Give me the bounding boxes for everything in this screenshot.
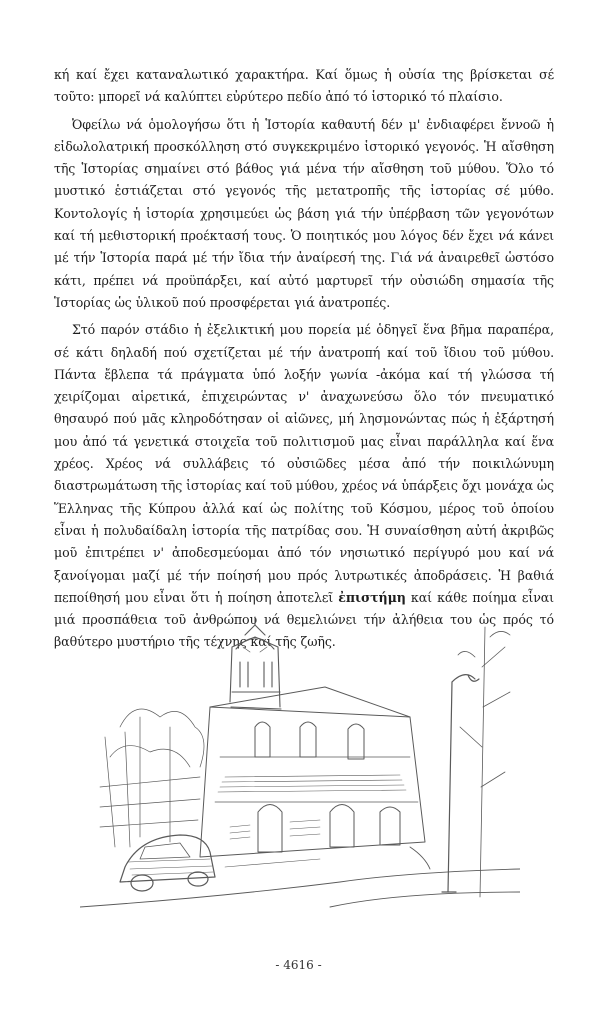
page-number: - 4616 - [275,958,322,972]
paragraph-3 [54,319,554,653]
church-sketch-illustration [80,607,520,932]
right-tree [458,627,510,897]
body-text [54,64,554,654]
left-trees [100,709,204,847]
lamp-post [442,675,479,892]
street [80,847,520,907]
emphasized-word: ἐπιστήμη [338,589,406,605]
church-building [200,687,425,857]
paragraph-2: Ὀφείλω νά ὁμολογήσω ὅτι ἡ Ἱστορία καθαυτή δέν μ' ἐνδιαφέρει ἔννοῶ ἡ εἰδωλολατρική προσκόλληση στό συγκεκριμένο ἱστορικό γεγονός. Ἡ αἴσθηση τῆς Ἱστορίας σημαίνει στό βάθος γιά μένα τήν αἴσθηση τοῦ μύθου. Ὅλο τό μυστικό ἑστιάζεται στό γεγονός τῆς μετατροπῆς τῆς ἱστορίας σέ μύθο. Κοντολογίς ἡ ἱστορία χρησιμεύει ὡς βάση γιά τήν ὑπέρβαση τῶν γεγονότων καί τή μεθιστορική προέκτασή τους. Ὁ ποιητικός μου λόγος δέν ἔχει νά κάνει μέ τήν Ἱστορία παρά μέ τήν ἴδια τήν ἀναίρεσή της. Γιά νά ἀναιρεθεῖ ὡστόσο κάτι, πρέπει νά προϋπάρξει, καί αὐτό μαρτυρεῖ τήν οὐσιώδη σημασία τῆς Ἱστορίας ὡς ὑλικοῦ πού προσφέρεται γιά ἀνατροπές. [54,116,554,310]
paragraph-3-text-after: καί κάθε ποίημα εἶναι μιά προσπάθεια τοῦ ἀνθρώπου νά θεμελιώνει τήν ἀλήθεια του ὡς πρός τό βαθύτερο μυστήριο τῆς τέχνης καί τῆς ζωῆς. [54,589,554,650]
bell-tower [230,617,281,709]
paragraph-3-text-before: Στό παρόν στάδιο ἡ ἐξελικτική μου πορεία μέ ὁδηγεῖ ἕνα βῆμα παραπέρα, σέ κάτι δηλαδή πού σχετίζεται μέ τήν ἀνατροπή καί τοῦ ἴδιου τοῦ μύθου. Πάντα ἔβλεπα τά πράγματα ὑπό λοξήν γωνία -ἀκόμα καί τή γλώσσα τή χειρίζομαι αἱρετικά, ἐπιχειρώντας ν' ἀναχωνεύσω ὅλο τόν πνευματικό θησαυρό πού μᾶς κληροδότησαν οἱ αἰῶνες, μή λησμονώντας πώς ἡ ἐξάρτησή μου ἀπό τά γενετικά στοιχεῖα τοῦ πολιτισμοῦ μας εἶναι παράλληλα καί ἕνα χρέος. Χρέος νά συλλάβεις τό οὐσιῶδες μέσα ἀπό τήν ποικιλώνυμη διαστρωμάτωση τῆς ἱστορίας καί τοῦ μύθου, χρέος νά ὑπάρξεις ὄχι μονάχα ὡς Ἕλληνας τῆς Κύπρου ἀλλά καί ὡς πολίτης τοῦ Κόσμου, μέρος τοῦ ὁποίου εἶναι ἡ πολυδαίδαλη ἱστορία τῆς πατρίδας σου. Ἡ συναίσθηση αὐτή ἀκριβῶς μοῦ ἐπιτρέπει ν' ἀποδεσμεύομαι ἀπό τόν νησιωτικό περίγυρό μου καί νά ξανοίγομαι μαζί μέ τήν ποίησή μου πρός λυτρωτικές ἀποδράσεις. Ἡ βαθιά πεποίθησή μου εἶναι ὅτι ἡ ποίηση ἀποτελεῖ [54,322,554,605]
paragraph-1: κή καί ἔχει καταναλωτικό χαρακτήρα. Καί ὅμως ἡ οὐσία της βρίσκεται σέ τοῦτο: μπορεῖ νά καλύπτει εὐρύτερο πεδίο ἀπό τό ἱστορικό τό πλαίσιο. [54,67,554,105]
